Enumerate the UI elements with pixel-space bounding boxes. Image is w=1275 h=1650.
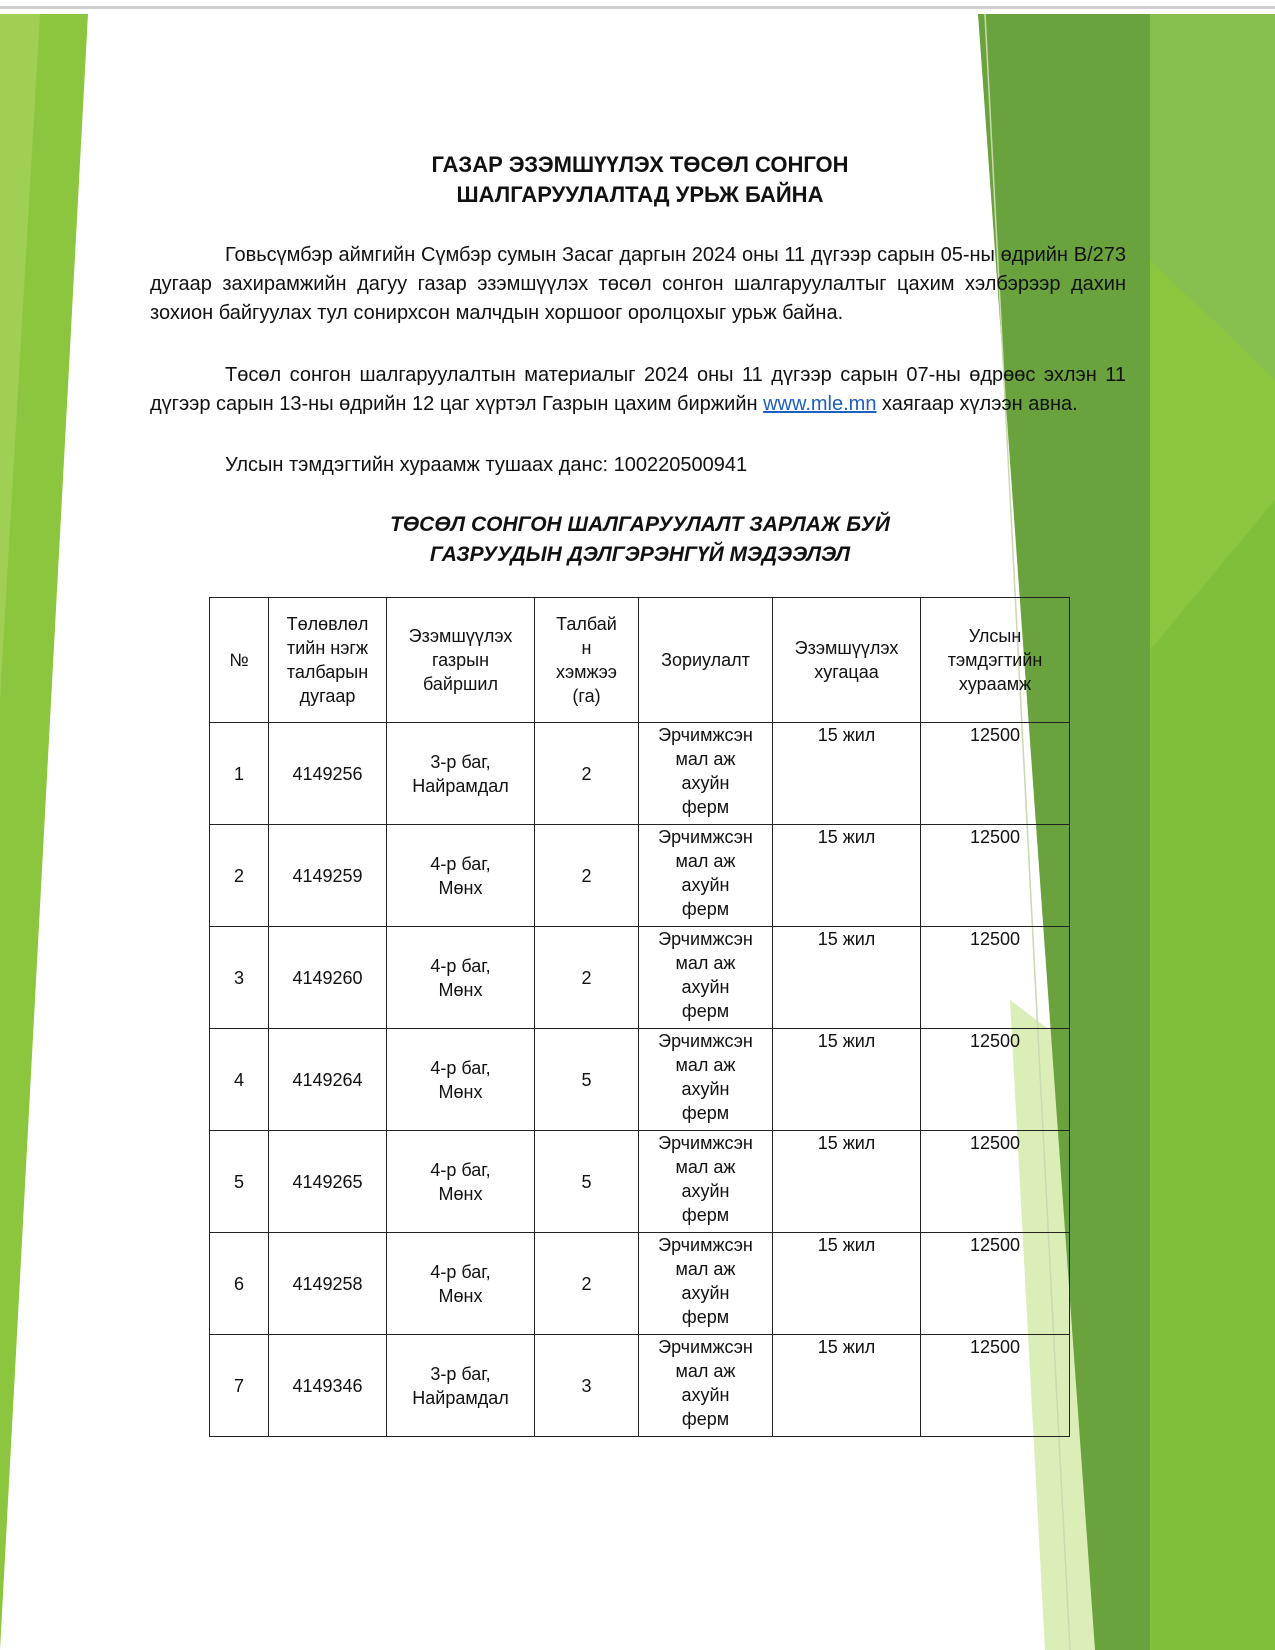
cell-unit-number: 4149346	[269, 1335, 387, 1437]
table-title-line-2: ГАЗРУУДЫН ДЭЛГЭРЭНГҮЙ МЭДЭЭЛЭЛ	[429, 543, 851, 566]
table-row	[210, 723, 1070, 825]
header-purpose: Зориулалт	[639, 598, 773, 723]
table-row	[210, 1029, 1070, 1131]
cell-area: 2	[535, 1233, 639, 1335]
cell-number: 2	[210, 825, 269, 927]
cell-unit-number: 4149260	[269, 927, 387, 1029]
cell-unit-number: 4149265	[269, 1131, 387, 1233]
cell-number: 3	[210, 927, 269, 1029]
header-location: Эзэмшүүлэх газрын байршил	[387, 598, 535, 723]
cell-number: 7	[210, 1335, 269, 1437]
cell-term: 15 жил	[773, 1029, 921, 1131]
cell-location: 4-р баг, Мөнх	[387, 927, 535, 1029]
cell-term: 15 жил	[773, 825, 921, 927]
cell-fee: 12500	[921, 1029, 1070, 1131]
title-line-2: ШАЛГАРУУЛАЛТАД УРЬЖ БАЙНА	[456, 182, 824, 207]
cell-fee: 12500	[921, 723, 1070, 825]
land-parcels-table	[209, 597, 1070, 1437]
header-area: Талбай н хэмжээ (га)	[535, 598, 639, 723]
mle-website-link[interactable]: www.mle.mn	[763, 393, 877, 415]
cell-location: 3-р баг, Найрамдал	[387, 723, 535, 825]
cell-unit-number: 4149259	[269, 825, 387, 927]
cell-number: 6	[210, 1233, 269, 1335]
cell-unit-number: 4149256	[269, 723, 387, 825]
cell-term: 15 жил	[773, 927, 921, 1029]
header-fee: Улсын тэмдэгтийн хураамж	[921, 598, 1070, 723]
table-row	[210, 1335, 1070, 1437]
cell-purpose: Эрчимжсэн мал аж ахуйн ферм	[639, 1131, 773, 1233]
table-header-row	[210, 598, 1070, 723]
table-title	[240, 510, 1040, 570]
cell-area: 2	[535, 825, 639, 927]
cell-area: 5	[535, 1131, 639, 1233]
cell-number: 4	[210, 1029, 269, 1131]
paragraph-announcement: Говьсүмбэр аймгийн Сүмбэр сумын Засаг даргын 2024 оны 11 дүгээр сарын 05-ны өдрийн В/273 дугаар захирамжийн дагуу газар эзэмшүүлэх төсөл сонгон шалгаруулалтыг цахим хэлбэрээр дахин зохион байгуулах тул сонирхсон малчдын хоршоог оролцохыг урьж байна.	[150, 244, 1126, 324]
table-row	[210, 927, 1070, 1029]
cell-purpose: Эрчимжсэн мал аж ахуйн ферм	[639, 1233, 773, 1335]
cell-location: 3-р баг, Найрамдал	[387, 1335, 535, 1437]
cell-area: 5	[535, 1029, 639, 1131]
cell-location: 4-р баг, Мөнх	[387, 1131, 535, 1233]
cell-fee: 12500	[921, 1233, 1070, 1335]
cell-number: 5	[210, 1131, 269, 1233]
paragraph-materials	[150, 361, 1126, 419]
cell-purpose: Эрчимжсэн мал аж ахуйн ферм	[639, 723, 773, 825]
cell-term: 15 жил	[773, 1131, 921, 1233]
cell-term: 15 жил	[773, 723, 921, 825]
cell-term: 15 жил	[773, 1233, 921, 1335]
cell-area: 3	[535, 1335, 639, 1437]
paragraph-materials-text-end: хаягаар хүлээн авна.	[876, 393, 1078, 415]
cell-fee: 12500	[921, 825, 1070, 927]
cell-term: 15 жил	[773, 1335, 921, 1437]
cell-location: 4-р баг, Мөнх	[387, 825, 535, 927]
cell-unit-number: 4149258	[269, 1233, 387, 1335]
table-row	[210, 825, 1070, 927]
cell-fee: 12500	[921, 1335, 1070, 1437]
header-number: №	[210, 598, 269, 723]
cell-location: 4-р баг, Мөнх	[387, 1029, 535, 1131]
cell-area: 2	[535, 927, 639, 1029]
title-line-1: ГАЗАР ЭЗЭМШҮҮЛЭХ ТӨСӨЛ СОНГОН	[431, 152, 849, 177]
table-title-line-1: ТӨСӨЛ СОНГОН ШАЛГАРУУЛАЛТ ЗАРЛАЖ БУЙ	[390, 513, 890, 536]
cell-purpose: Эрчимжсэн мал аж ахуйн ферм	[639, 825, 773, 927]
header-unit-number: Төлөвлөл тийн нэгж талбарын дугаар	[269, 598, 387, 723]
header-term: Эзэмшүүлэх хугацаа	[773, 598, 921, 723]
page-title	[240, 150, 1040, 210]
cell-number: 1	[210, 723, 269, 825]
cell-area: 2	[535, 723, 639, 825]
cell-location: 4-р баг, Мөнх	[387, 1233, 535, 1335]
table-row	[210, 1131, 1070, 1233]
cell-fee: 12500	[921, 927, 1070, 1029]
paragraph-materials-text-start: Төсөл сонгон шалгаруулалтын материалыг 2024 оны 11 дүгээр сарын 07-ны өдрөөс эхлэн 11 дүгээр сарын 13-ны өдрийн 12 цаг хүртэл Газрын цахим биржийн	[150, 364, 1126, 415]
cell-fee: 12500	[921, 1131, 1070, 1233]
cell-purpose: Эрчимжсэн мал аж ахуйн ферм	[639, 1335, 773, 1437]
cell-unit-number: 4149264	[269, 1029, 387, 1131]
cell-purpose: Эрчимжсэн мал аж ахуйн ферм	[639, 1029, 773, 1131]
paragraph-fee-account: Улсын тэмдэгтийн хураамж тушаах данс: 100220500941	[225, 454, 748, 476]
cell-purpose: Эрчимжсэн мал аж ахуйн ферм	[639, 927, 773, 1029]
table-row	[210, 1233, 1070, 1335]
